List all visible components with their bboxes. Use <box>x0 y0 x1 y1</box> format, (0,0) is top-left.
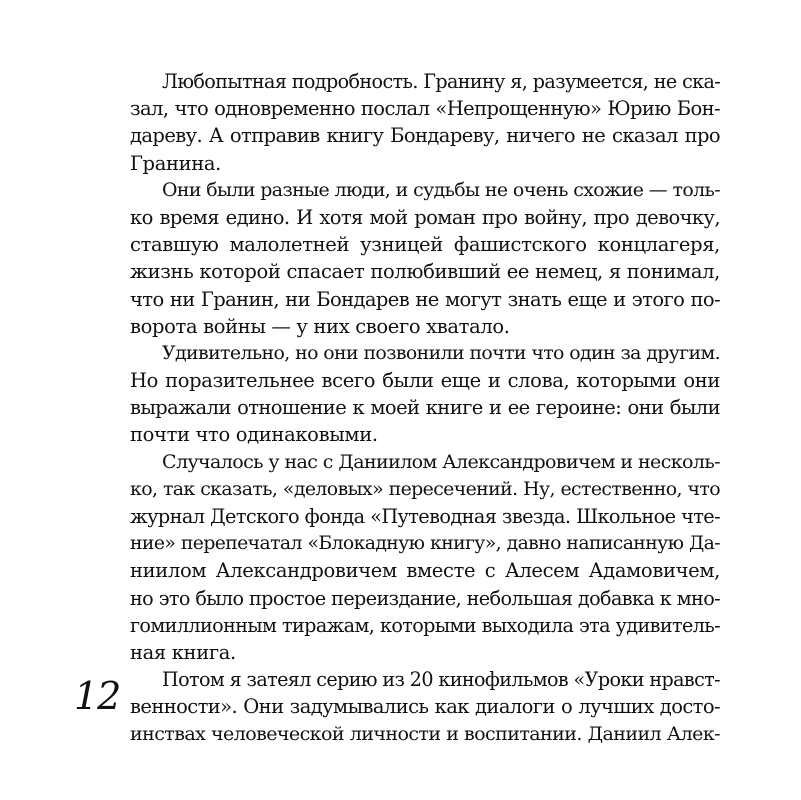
text-line: ворота войны — у них своего хватало. <box>130 314 510 338</box>
text-line: но это было простое переиздание, небольшая добавка к мно- <box>130 586 720 610</box>
text-line: дареву. А отправив книгу Бондареву, ничего не сказал про <box>130 124 720 148</box>
text-line: гомиллионным тиражам, которыми выходила эта удивитель- <box>130 613 720 637</box>
text-line: Любопытная подробность. Гранину я, разумеется, не ска- <box>162 70 721 93</box>
text-line: ставшую малолетней узницей фашистского концлагеря, <box>130 233 720 257</box>
text-line: Потом я затеял серию из 20 кинофильмов «Уроки нравст- <box>162 668 720 692</box>
text-line: ние» перепечатал «Блокадную книгу», давно написанную Да- <box>130 533 720 555</box>
text-line: ко, так сказать, «деловых» пересечений. Ну, естественно, что <box>130 477 720 500</box>
text-line: Они были разные люди, и судьбы не очень схожие — толь- <box>162 178 720 201</box>
text-line: ниилом Александровичем вместе с Алесем Адамовичем, <box>130 559 720 583</box>
text-line: жизнь которой спасает полюбивший ее немец, я понимал, <box>130 260 720 284</box>
text-line: венности». Они задумывались как диалоги о лучших досто- <box>130 695 720 719</box>
page-number: 12 <box>74 674 121 718</box>
text-line: Случалось у нас с Даниилом Александровичем и несколь- <box>162 450 720 473</box>
text-line: Но поразительнее всего были еще и слова, которыми они <box>130 369 720 393</box>
text-line: инствах человеческой личности и воспитании. Даниил Алек- <box>130 722 720 745</box>
text-line: Гранина. <box>130 151 222 175</box>
text-line: ко время едино. И хотя мой роман про войну, про девочку, <box>130 205 720 229</box>
text-line: журнал Детского фонда «Путеводная звезда. Школьное чте- <box>130 505 720 528</box>
text-line: зал, что одновременно послал «Непрощенную» Юрию Бон- <box>130 97 720 121</box>
text-line: выражали отношение к моей книге и ее героине: они были <box>130 396 720 420</box>
text-line: ная книга. <box>130 640 236 664</box>
body-text <box>130 68 720 748</box>
text-line: Удивительно, но они позвонили почти что один за другим. <box>162 341 720 364</box>
text-line: почти что одинаковыми. <box>130 423 378 447</box>
text-line: что ни Гранин, ни Бондарев не могут знать еще и этого по- <box>130 287 720 311</box>
